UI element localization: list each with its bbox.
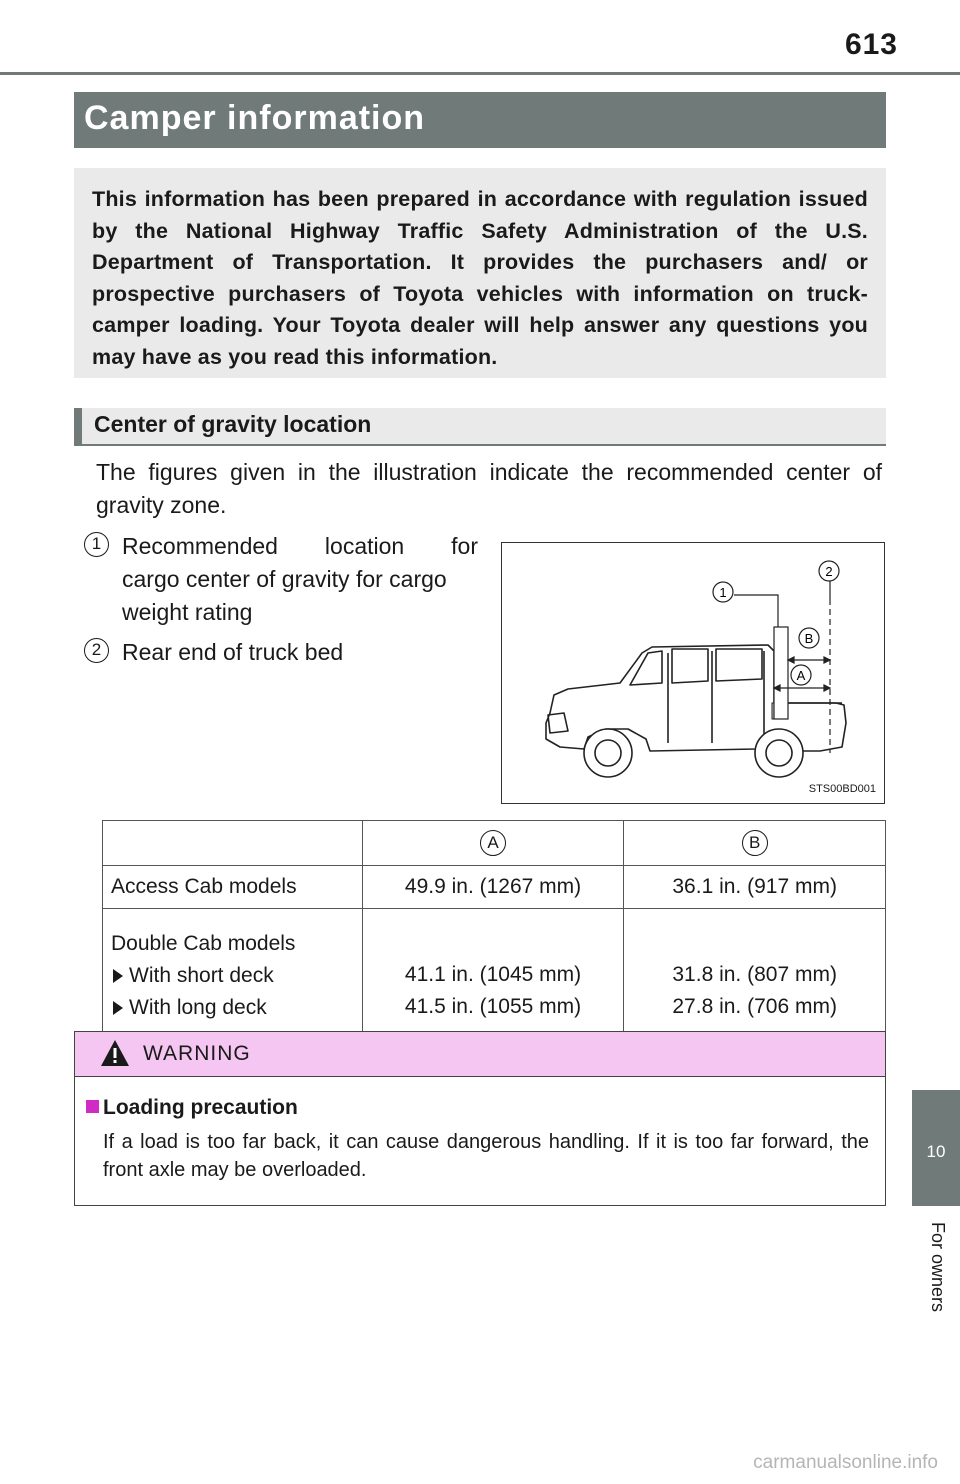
long-deck-a: 41.5 in. (1055 mm) (404, 995, 582, 1018)
access-cab-label: Access Cab models (103, 866, 363, 909)
figure-code: STS00BD001 (808, 783, 876, 795)
warning-header (75, 1032, 885, 1077)
body-text: The figures given in the illustration indicate the recommended center of gravity zone. (96, 459, 882, 518)
triangle-bullet-icon (113, 1001, 123, 1015)
label-b: B (804, 631, 814, 646)
callout-1-badge: 1 (84, 532, 109, 557)
warning-text: If a load is too far back, it can cause dangerous handling. If it is too far forward, the front axle may be overloaded. (103, 1131, 869, 1181)
cog-post (774, 627, 788, 719)
triangle-bullet-icon (113, 969, 123, 983)
callout-1-line-2: cargo center of gravity for cargo (122, 566, 447, 592)
callout-2-line-1: Rear end of truck bed (122, 639, 344, 665)
truck-figure (501, 542, 885, 804)
warning-title: WARNING (143, 1042, 251, 1065)
leader-1 (734, 595, 778, 627)
short-deck-label: With short deck (111, 960, 354, 992)
header-b: B (624, 821, 886, 866)
dimension-table (102, 820, 886, 1044)
label-2: 2 (825, 564, 833, 579)
callout-2-badge: 2 (84, 638, 109, 663)
access-cab-b: 36.1 in. (917 mm) (624, 866, 886, 909)
truck-illustration (502, 543, 883, 802)
cab-window-front (630, 651, 662, 685)
table-row (103, 909, 886, 1044)
section-title: Camper information (74, 92, 886, 148)
label-1: 1 (719, 585, 727, 600)
chapter-label: For owners (928, 1222, 948, 1313)
warning-square-icon (86, 1100, 99, 1113)
grille (548, 713, 568, 733)
warning-box (74, 1031, 886, 1206)
short-deck-b: 31.8 in. (807 mm) (672, 963, 837, 986)
callout-1-line-3: weight rating (122, 599, 253, 625)
double-cab-label: Double Cab models (111, 932, 296, 955)
sub-heading-rule (74, 444, 886, 446)
label-a: A (796, 668, 806, 683)
long-deck-label: With long deck (111, 992, 354, 1024)
callout-2 (122, 636, 343, 669)
header-empty (103, 821, 363, 866)
top-rule (0, 72, 960, 75)
table-row (103, 866, 886, 909)
sub-heading: Center of gravity location (74, 408, 886, 446)
access-cab-a: 49.9 in. (1267 mm) (362, 866, 624, 909)
header-a: A (362, 821, 624, 866)
intro-text: This information has been prepared in accordance with regulation issued by the National Highway Traffic Safety Administration of the U.S. Department of Transportation. It provides the purchasers and/ or prospective purchasers of Toyota vehicles with information on truck-camper loading. Your Toyota dealer will help answer any questions you may have as you read this information. (92, 187, 868, 369)
callout-1 (122, 530, 478, 629)
warning-subtitle: Loading precaution (103, 1096, 298, 1119)
page-number: 613 (844, 28, 898, 61)
callout-1-line-1: Recommended location for (122, 533, 478, 559)
intro-box (74, 168, 886, 378)
table-header-row (103, 821, 886, 866)
cab-window-rear (672, 649, 708, 683)
long-deck-b: 27.8 in. (706 mm) (672, 995, 837, 1018)
chapter-tab: 10 (912, 1090, 960, 1206)
warning-triangle-icon (99, 1038, 131, 1068)
watermark: carmanualsonline.info (753, 1452, 938, 1473)
cab-window-back (716, 649, 762, 681)
short-deck-a: 41.1 in. (1045 mm) (404, 963, 582, 986)
wheels (584, 729, 803, 777)
